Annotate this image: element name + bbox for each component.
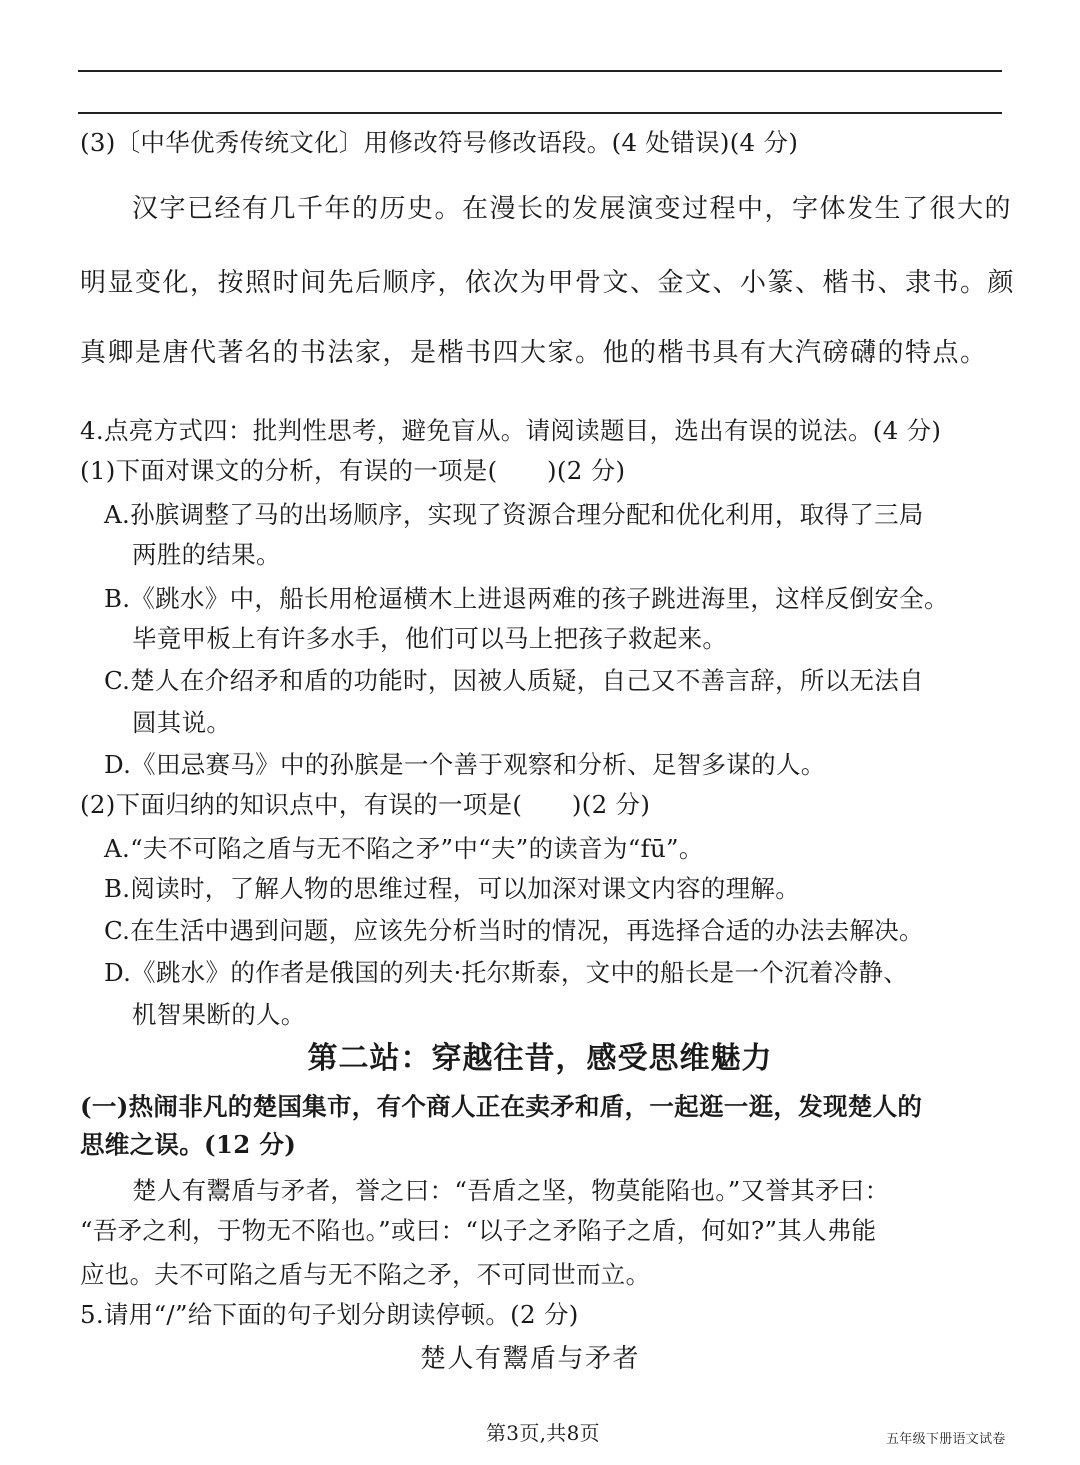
classical-passage-line: 楚人有鬻盾与矛者，誉之曰：“吾盾之坚，物莫能陷也。”又誉其矛曰： <box>132 1176 890 1205</box>
part1-heading: (一)热闹非凡的楚国集市，有个商人正在卖矛和盾，一起逛一逛，发现楚人的 <box>80 1092 923 1121</box>
part1-heading-cont: 思维之误。(12 分) <box>80 1130 297 1159</box>
q5-sentence: 楚人有鬻盾与矛者 <box>420 1344 641 1374</box>
option-b: B.阅读时，了解人物的思维过程，可以加深对课文内容的理解。 <box>104 874 800 903</box>
page-number: 第3页,共8页 <box>486 1421 600 1445</box>
passage-line: 真卿是唐代著名的书法家，是楷书四大家。他的楷书具有大汽磅礴的特点。 <box>80 338 988 368</box>
passage-line: 汉字已经有几千年的历史。在漫长的发展演变过程中，字体发生了很大的 <box>132 194 1013 224</box>
classical-passage-line: “吾矛之利，于物无不陷也。”或曰：“以子之矛陷子之盾，何如?”其人弗能 <box>80 1216 877 1245</box>
q5-heading: 5.请用“/”给下面的句子划分朗读停顿。(2 分) <box>80 1300 579 1329</box>
option-d: D.《田忌赛马》中的孙膑是一个善于观察和分析、足智多谋的人。 <box>104 750 826 779</box>
classical-passage-line: 应也。夫不可陷之盾与无不陷之矛，不可同世而立。 <box>80 1260 651 1289</box>
q4-sub2-prompt: (2)下面归纳的知识点中，有误的一项是( )(2 分) <box>80 790 651 819</box>
q4-sub1-prompt: (1)下面对课文的分析，有误的一项是( )(2 分) <box>80 456 626 485</box>
option-d: D.《跳水》的作者是俄国的列夫·托尔斯泰，文中的船长是一个沉着冷静、 <box>104 958 909 987</box>
section-title: 第二站：穿越往昔，感受思维魅力 <box>307 1041 773 1076</box>
passage-line: 明显变化，按照时间先后顺序，依次为甲骨文、金文、小篆、楷书、隶书。颜 <box>80 268 1016 298</box>
option-a: A.孙膑调整了马的出场顺序，实现了资源合理分配和优化利用，取得了三局 <box>104 500 924 529</box>
option-c: C.楚人在介绍矛和盾的功能时，因被人质疑，自己又不善言辞，所以无法自 <box>104 666 924 695</box>
answer-line <box>78 112 1002 114</box>
option-b-cont: 毕竟甲板上有许多水手，他们可以马上把孩子救起来。 <box>132 624 728 653</box>
answer-line <box>78 70 1002 72</box>
option-c: C.在生活中遇到问题，应该先分析当时的情况，再选择合适的办法去解决。 <box>104 916 924 945</box>
q3-heading: (3)〔中华优秀传统文化〕用修改符号修改语段。(4 处错误)(4 分) <box>80 128 799 157</box>
option-d-cont: 机智果断的人。 <box>132 1000 306 1029</box>
option-c-cont: 圆其说。 <box>132 708 232 737</box>
option-a: A.“夫不可陷之盾与无不陷之矛”中“夫”的读音为“fū”。 <box>104 834 704 863</box>
exam-label: 五年级下册语文试卷 <box>886 1432 1006 1447</box>
q4-heading: 4.点亮方式四：批判性思考，避免盲从。请阅读题目，选出有误的说法。(4 分) <box>80 416 942 445</box>
option-a-cont: 两胜的结果。 <box>132 540 281 569</box>
option-b: B.《跳水》中，船长用枪逼横木上进退两难的孩子跳进海里，这样反倒安全。 <box>104 584 949 613</box>
